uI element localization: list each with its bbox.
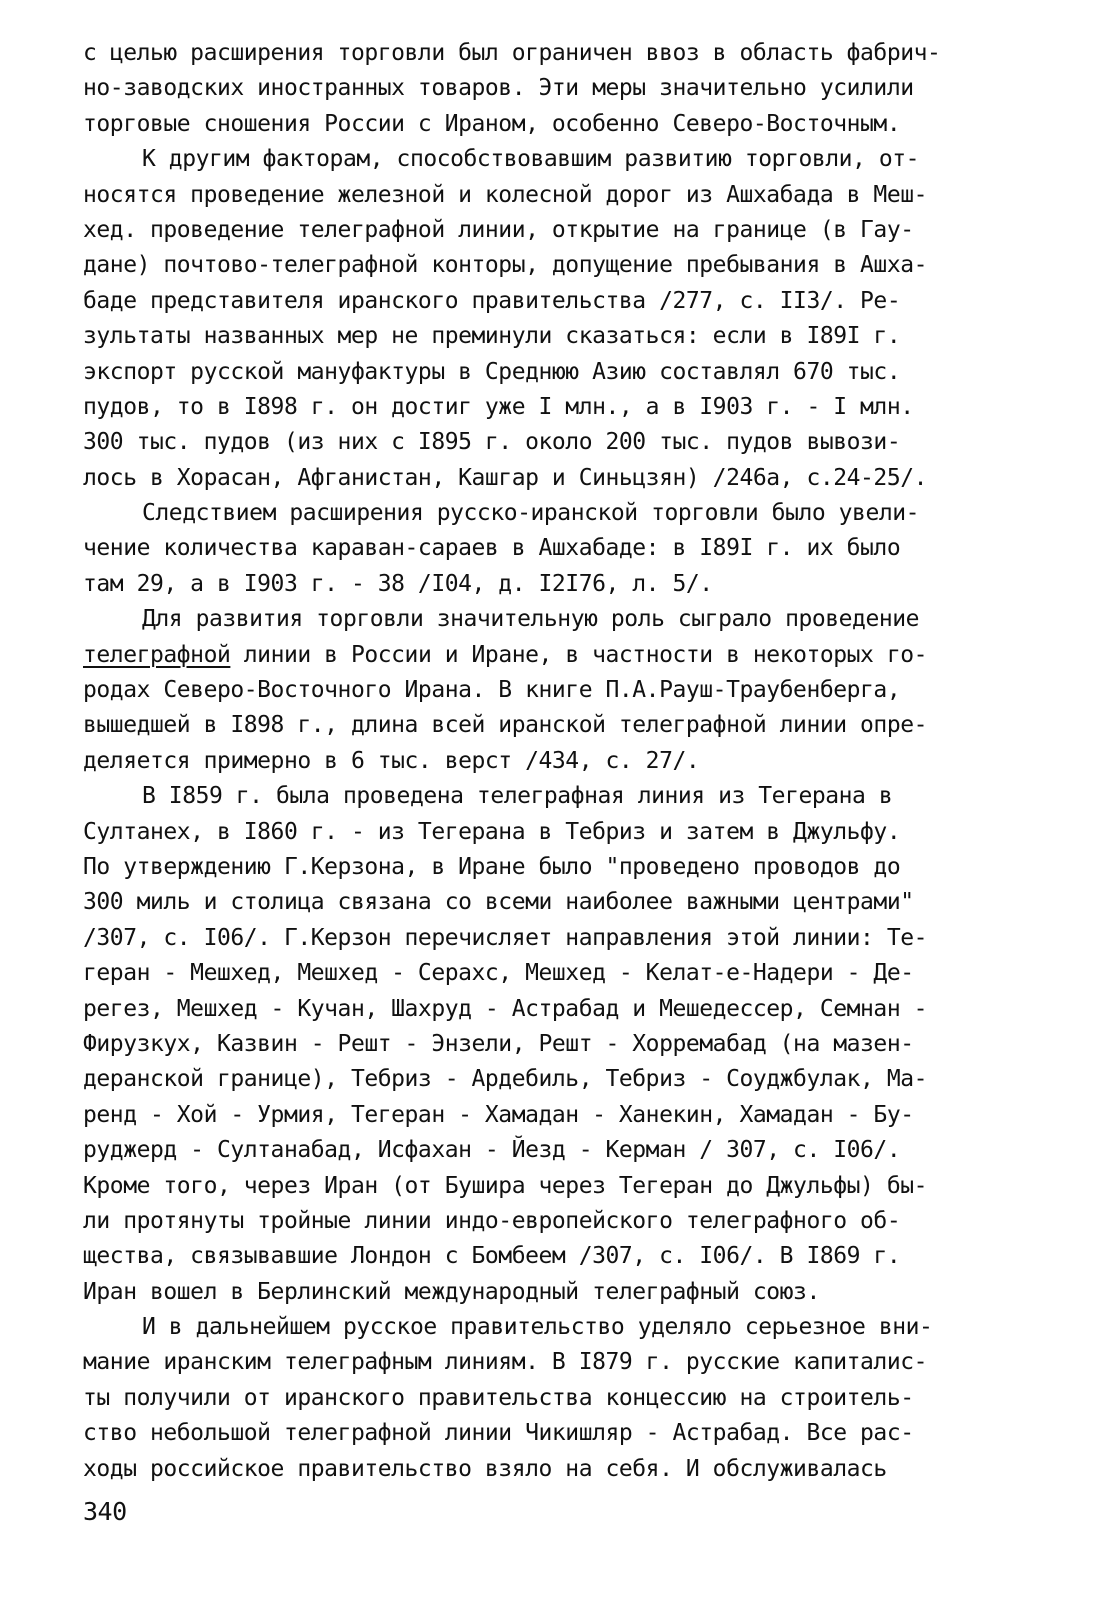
text-line: лось в Хорасан, Афганистан, Кашгар и Синьцзян) /246а, с.24-25/. — [83, 464, 928, 491]
text-line: геран - Мешхед, Мешхед - Серахс, Мешхед - Келат-е-Надери - Де- — [83, 960, 914, 987]
text-line: щества, связывавшие Лондон с Бомбеем /307, с. I06/. В I869 г. — [83, 1243, 901, 1270]
text-line: зультаты названных мер не преминули сказаться: если в I89I г. — [83, 323, 901, 350]
text-line: деранской границе), Тебриз - Ардебиль, Тебриз - Соуджбулак, Ма- — [83, 1066, 928, 1093]
text-line: носятся проведение железной и колесной дорог из Ашхабада в Меш- — [83, 181, 928, 208]
text-line: мание иранским телеграфным линиям. В I879 г. русские капиталис- — [83, 1349, 928, 1376]
text-line: экспорт русской мануфактуры в Среднюю Азию составлял 670 тыс. — [83, 358, 901, 385]
text-line: ты получили от иранского правительства концессию на строитель- — [83, 1384, 914, 1411]
text-line: хед. проведение телеграфной линии, открытие на границе (в Гау- — [83, 216, 914, 243]
text-line: дане) почтово-телеграфной конторы, допущение пребывания в Ашха- — [83, 252, 928, 279]
text-line: регез, Мешхед - Кучан, Шахруд - Астрабад и Мешедессер, Семнан - — [83, 995, 928, 1022]
text-line: торговые сношения России с Ираном, особенно Северо-Восточным. — [83, 110, 901, 137]
text-line-rest: линии в России и Иране, в частности в некоторых го- — [243, 641, 928, 668]
text-line: родах Северо-Восточного Ирана. В книге П.А.Рауш-Траубенберга, — [83, 677, 901, 704]
text-line: Султанех, в I860 г. - из Тегерана в Тебриз и затем в Джульфу. — [83, 818, 901, 845]
text-line: 300 миль и столица связана со всеми наиболее важными центрами" — [83, 889, 914, 916]
text-line: ходы российское правительство взяло на себя. И обслуживалась — [83, 1455, 887, 1482]
text-line: чение количества караван-сараев в Ашхабаде: в I89I г. их было — [83, 535, 901, 562]
text-line: 300 тыс. пудов (из них с I895 г. около 200 тыс. пудов вывози- — [83, 429, 901, 456]
text-line: но-заводских иностранных товаров. Эти меры значительно усилили — [83, 75, 914, 102]
text-line: ренд - Хой - Урмия, Тегеран - Хамадан - Ханекин, Хамадан - Бу- — [83, 1101, 914, 1128]
text-line: с целью расширения торговли был ограничен ввоз в область фабрич- — [83, 40, 941, 66]
paragraph-start-line: Для развития торговли значительную роль сыграло проведение — [142, 606, 920, 633]
body-text — [83, 36, 1013, 1487]
text-line: Иран вошел в Берлинский международный телеграфный союз. — [83, 1278, 820, 1305]
text-line: там 29, а в I903 г. - 38 /I04, д. I2I76, л. 5/. — [83, 570, 713, 597]
text-line: Кроме того, через Иран (от Бушира через Тегеран до Джульфы) бы- — [83, 1172, 928, 1199]
text-line: вышедшей в I898 г., длина всей иранской телеграфной линии опре- — [83, 712, 928, 739]
underlined-word: телеграфной — [83, 641, 231, 668]
text-line: По утверждению Г.Керзона, в Иране было "проведено проводов до — [83, 853, 901, 880]
text-line: руджерд - Султанабад, Исфахан - Йезд - Керман / 307, с. I06/. — [83, 1137, 901, 1164]
page-number: 340 — [83, 1497, 127, 1526]
text-line-with-underline — [83, 638, 1013, 673]
text-line: деляется примерно в 6 тыс. верст /434, с. 27/. — [83, 747, 700, 774]
paragraph-start-line: И в дальнейшем русское правительство уделяло серьезное вни- — [142, 1314, 933, 1341]
paragraph-start-line: К другим факторам, способствовавшим развитию торговли, от- — [142, 146, 920, 173]
text-line: /307, с. I06/. Г.Керзон перечисляет направления этой линии: Те- — [83, 924, 928, 951]
text-line: баде представителя иранского правительства /277, с. II3/. Ре- — [83, 287, 901, 314]
text-line: Фирузкух, Казвин - Решт - Энзели, Решт - Хорремабад (на мазен- — [83, 1030, 914, 1057]
paragraph-start-line: Следствием расширения русско-иранской торговли было увели- — [142, 500, 920, 527]
text-line: ли протянуты тройные линии индо-европейского телеграфного об- — [83, 1207, 901, 1234]
text-line: ство небольшой телеграфной линии Чикишляр - Астрабад. Все рас- — [83, 1420, 914, 1447]
paragraph-start-line: В I859 г. была проведена телеграфная линия из Тегерана в — [142, 783, 893, 810]
text-line: пудов, то в I898 г. он достиг уже I млн., а в I903 г. - I млн. — [83, 393, 914, 420]
